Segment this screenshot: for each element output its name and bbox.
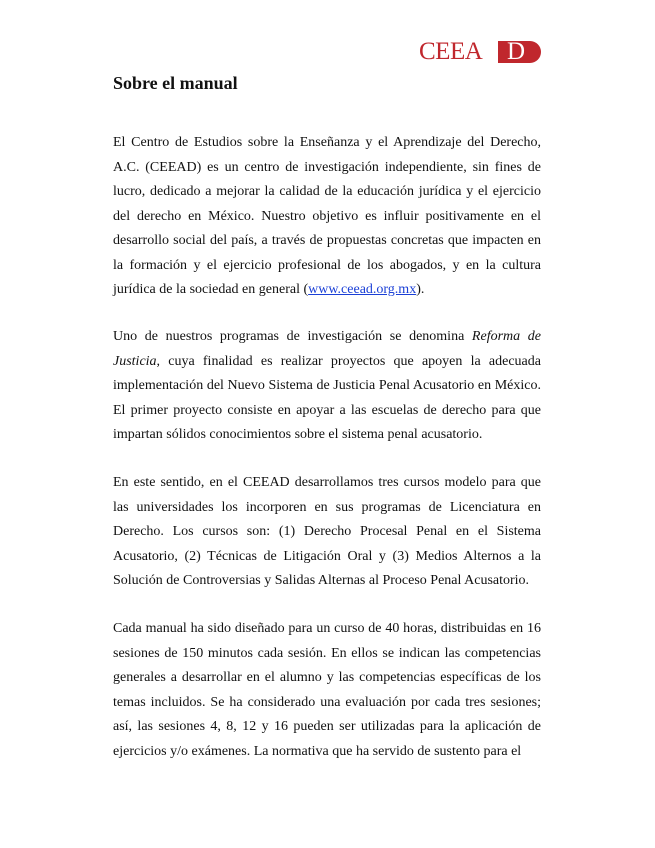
paragraph-reforma-justicia <box>113 325 541 448</box>
logo-text: CEEA <box>419 38 483 65</box>
paragraph-manual-design: Cada manual ha sido diseñado para un curso de 40 horas, distribuidas en 16 sesiones de 150 minutos cada sesión. En ellos se indican las competencias generales a desarrollar en el alumno y las competencias específicas de los temas incluidos. Se ha considerado una evaluación por cada tres sesiones; así, las sesiones 4, 8, 12 y 16 pueden ser utilizadas para la aplicación de ejercicios y/o exámenes. La normativa que ha servido de sustento para el <box>113 621 541 759</box>
paragraph-model-courses: En este sentido, en el CEEAD desarrollamos tres cursos modelo para que las universidades los incorporen en sus programas de Licenciatura en Derecho. Los cursos son: (1) Derecho Procesal Penal en el Sistema Acusatorio, (2) Técnicas de Litigación Oral y (3) Medios Alternos a la Solución de Controversias y Salidas Alternas al Proceso Penal Acusatorio. <box>113 475 541 588</box>
paragraph-text: Uno de nuestros programas de investigación se denomina <box>113 329 472 344</box>
page-title: Sobre el manual <box>113 73 238 93</box>
paragraph-text-end: , cuya finalidad es realizar proyectos que apoyen la adecuada implementación del Nuevo Sistema de Justicia Penal Acusatorio en México. El primer proyecto consiste en apoyar a las escuelas de derecho para que impartan sólidos conocimientos sobre el sistema penal acusatorio. <box>113 353 541 442</box>
program-name: Reforma de Justicia <box>113 329 541 369</box>
paragraph-text: El Centro de Estudios sobre la Enseñanza y el Aprendizaje del Derecho, A.C. (CEEAD) es un centro de investigación independiente, sin fines de lucro, dedicado a mejorar la calidad de la educación jurídica y el ejercicio del derecho en México. Nuestro objetivo es influir positivamente en el desarrollo social del país, a través de propuestas concretas que impacten en la formación y el ejercicio profesional de los abogados, y en la cultura jurídica de la sociedad en general ( <box>113 135 541 297</box>
logo-last-letter: D <box>507 38 526 65</box>
paragraph-text-end: ). <box>416 282 425 297</box>
ceead-website-link[interactable]: www.ceead.org.mx <box>308 282 417 297</box>
paragraph-about-ceead <box>113 131 541 303</box>
ceead-logo <box>419 40 541 64</box>
